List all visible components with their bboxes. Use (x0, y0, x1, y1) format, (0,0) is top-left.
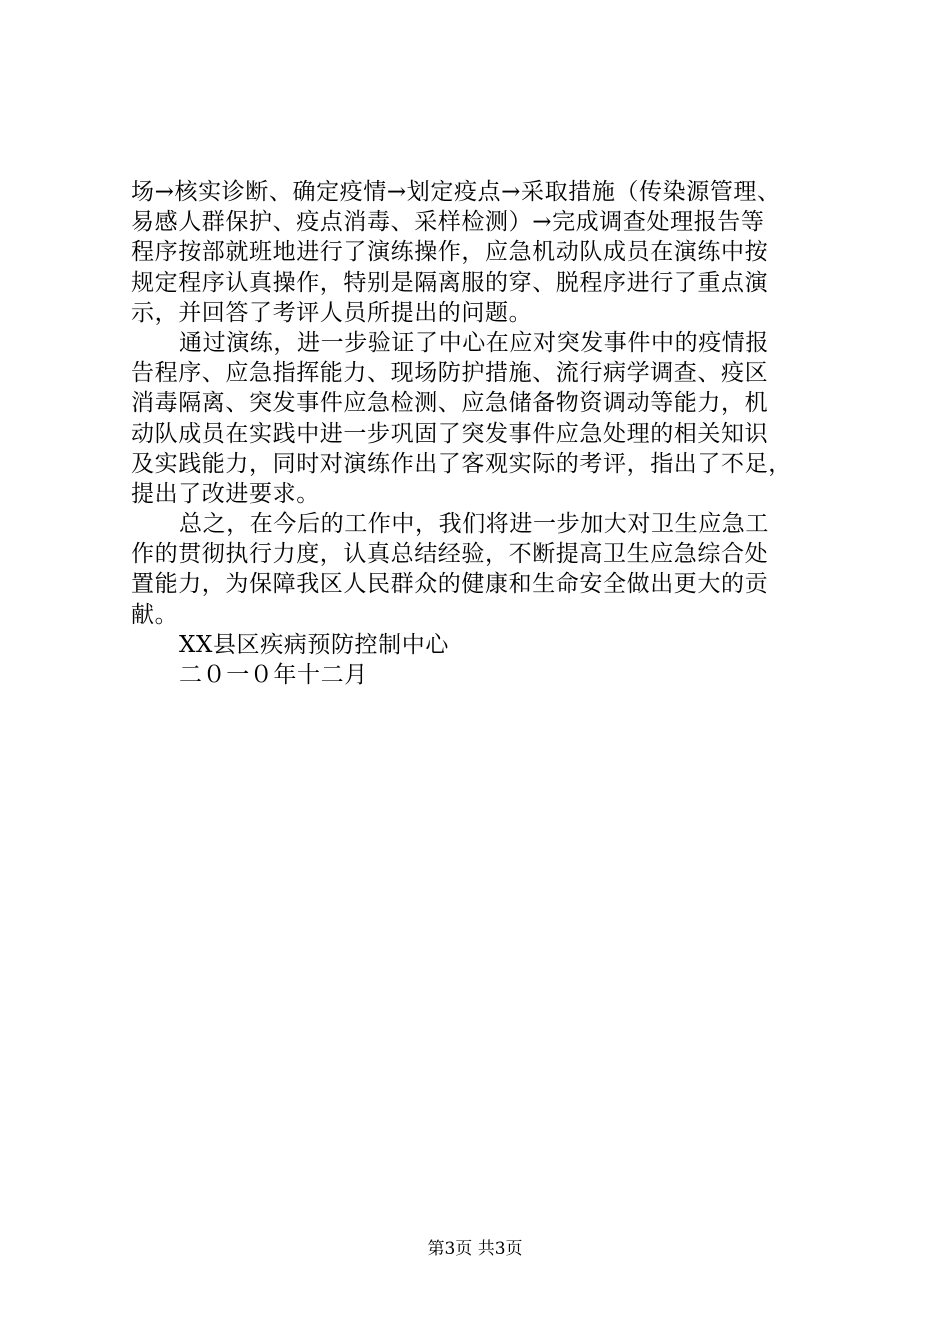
text-line: 通过演练，进一步验证了中心在应对突发事件中的疫情报 (179, 329, 769, 356)
text-line: 献。 (131, 601, 179, 628)
signature-block (131, 630, 833, 690)
text-line: 场→核实诊断、确定疫情→划定疫点→采取措施（传染源管理、 (131, 179, 781, 205)
page-footer: 第3页 共3页 (427, 1239, 523, 1259)
paragraph-3 (131, 509, 833, 630)
text-line: 告程序、应急指挥能力、现场防护措施、流行病学调查、疫区 (131, 360, 769, 387)
text-line: 总之，在今后的工作中，我们将进一步加大对卫生应急工 (179, 511, 769, 538)
text-line: 易感人群保护、疫点消毒、采样检测）→完成调查处理报告等 (131, 209, 765, 236)
paragraph-2 (131, 328, 833, 509)
text-line: 程序按部就班地进行了演练操作，应急机动队成员在演练中按 (131, 239, 769, 266)
signature-date: 二０一０年十二月 (179, 662, 368, 688)
text-line: 规定程序认真操作，特别是隔离服的穿、脱程序进行了重点演 (131, 269, 769, 296)
signature-organization: XX县区疾病预防控制中心 (179, 631, 449, 658)
paragraph-1 (131, 177, 833, 328)
text-line: 置能力，为保障我区人民群众的健康和生命安全做出更大的贡 (131, 571, 769, 598)
text-line: 动队成员在实践中进一步巩固了突发事件应急处理的相关知识 (131, 420, 769, 447)
text-line: 及实践能力，同时对演练作出了客观实际的考评，指出了不足， (131, 450, 792, 477)
text-line: 消毒隔离、突发事件应急检测、应急储备物资调动等能力，机 (131, 390, 769, 417)
text-line: 提出了改进要求。 (131, 480, 320, 507)
text-line: 作的贯彻执行力度，认真总结经验，不断提高卫生应急综合处 (131, 541, 769, 568)
text-line: 示，并回答了考评人员所提出的问题。 (131, 299, 533, 326)
document-body (131, 177, 833, 690)
